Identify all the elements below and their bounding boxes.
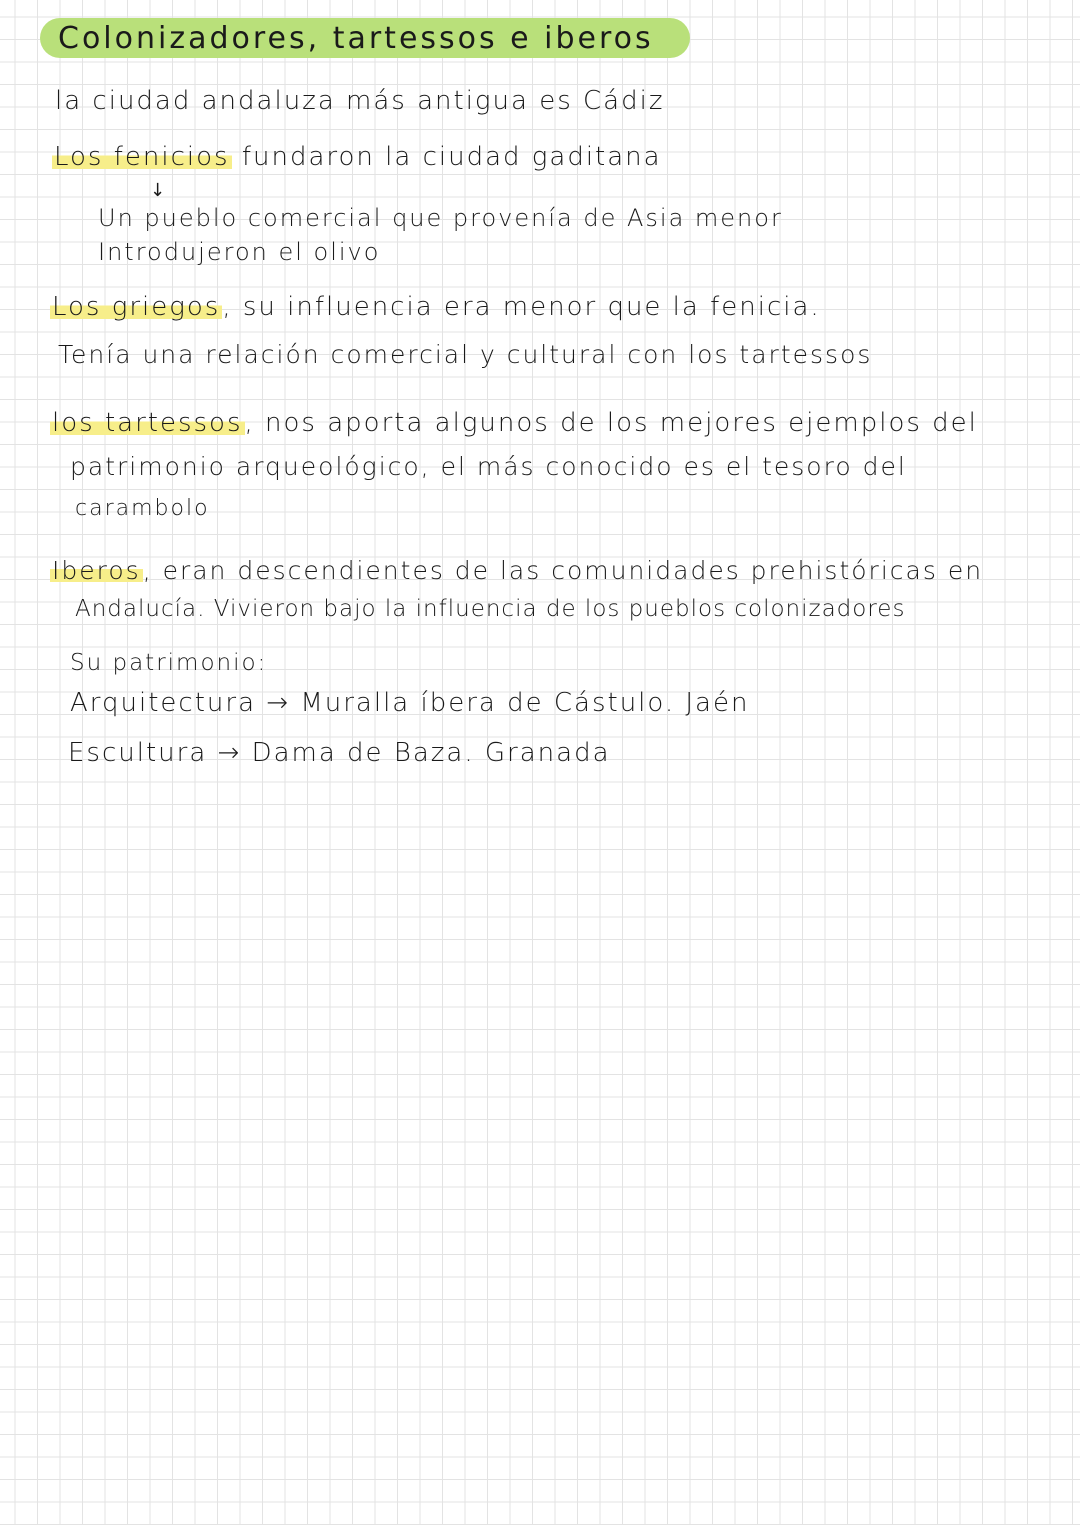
arquitectura-line: Arquitectura → Muralla íbera de Cástulo. Jaén [70,688,750,718]
tartessos-highlight: los tartessos [52,408,243,438]
iberos-detail: Andalucía. Vivieron bajo la influencia de los pueblos colonizadores [75,596,906,622]
fenicios-text: fundaron la ciudad gaditana [241,142,662,172]
fenicios-detail-1: Un pueblo comercial que provenía de Asia menor [98,204,783,232]
intro-line: la ciudad andaluza más antigua es Cádiz [55,86,665,116]
fenicios-detail-2: Introdujeron el olivo [98,238,381,266]
patrimonio-heading: Su patrimonio: [70,650,268,676]
tartessos-detail-1: patrimonio arqueológico, el más conocido es el tesoro del [70,452,907,481]
tartessos-text: , nos aporta algunos de los mejores ejemplos del [244,408,978,438]
tartessos-detail-2: carambolo [75,496,210,521]
escultura-line: Escultura → Dama de Baza. Granada [68,738,611,768]
griegos-highlight: Los griegos [52,292,221,322]
down-arrow-icon: ↓ [150,180,166,201]
iberos-highlight: Iberos [52,556,141,585]
iberos-line [50,556,983,586]
page-title: Colonizadores, tartessos e iberos [40,18,690,58]
griegos-line [50,292,821,323]
fenicios-highlight: Los fenicios [54,142,230,172]
griegos-detail: Tenía una relación comercial y cultural con los tartessos [58,340,873,369]
griegos-text: , su influencia era menor que la fenicia. [222,292,821,322]
iberos-text: , eran descendientes de las comunidades prehistóricas en [142,556,984,585]
tartessos-line [50,408,978,439]
fenicios-line [52,142,662,173]
